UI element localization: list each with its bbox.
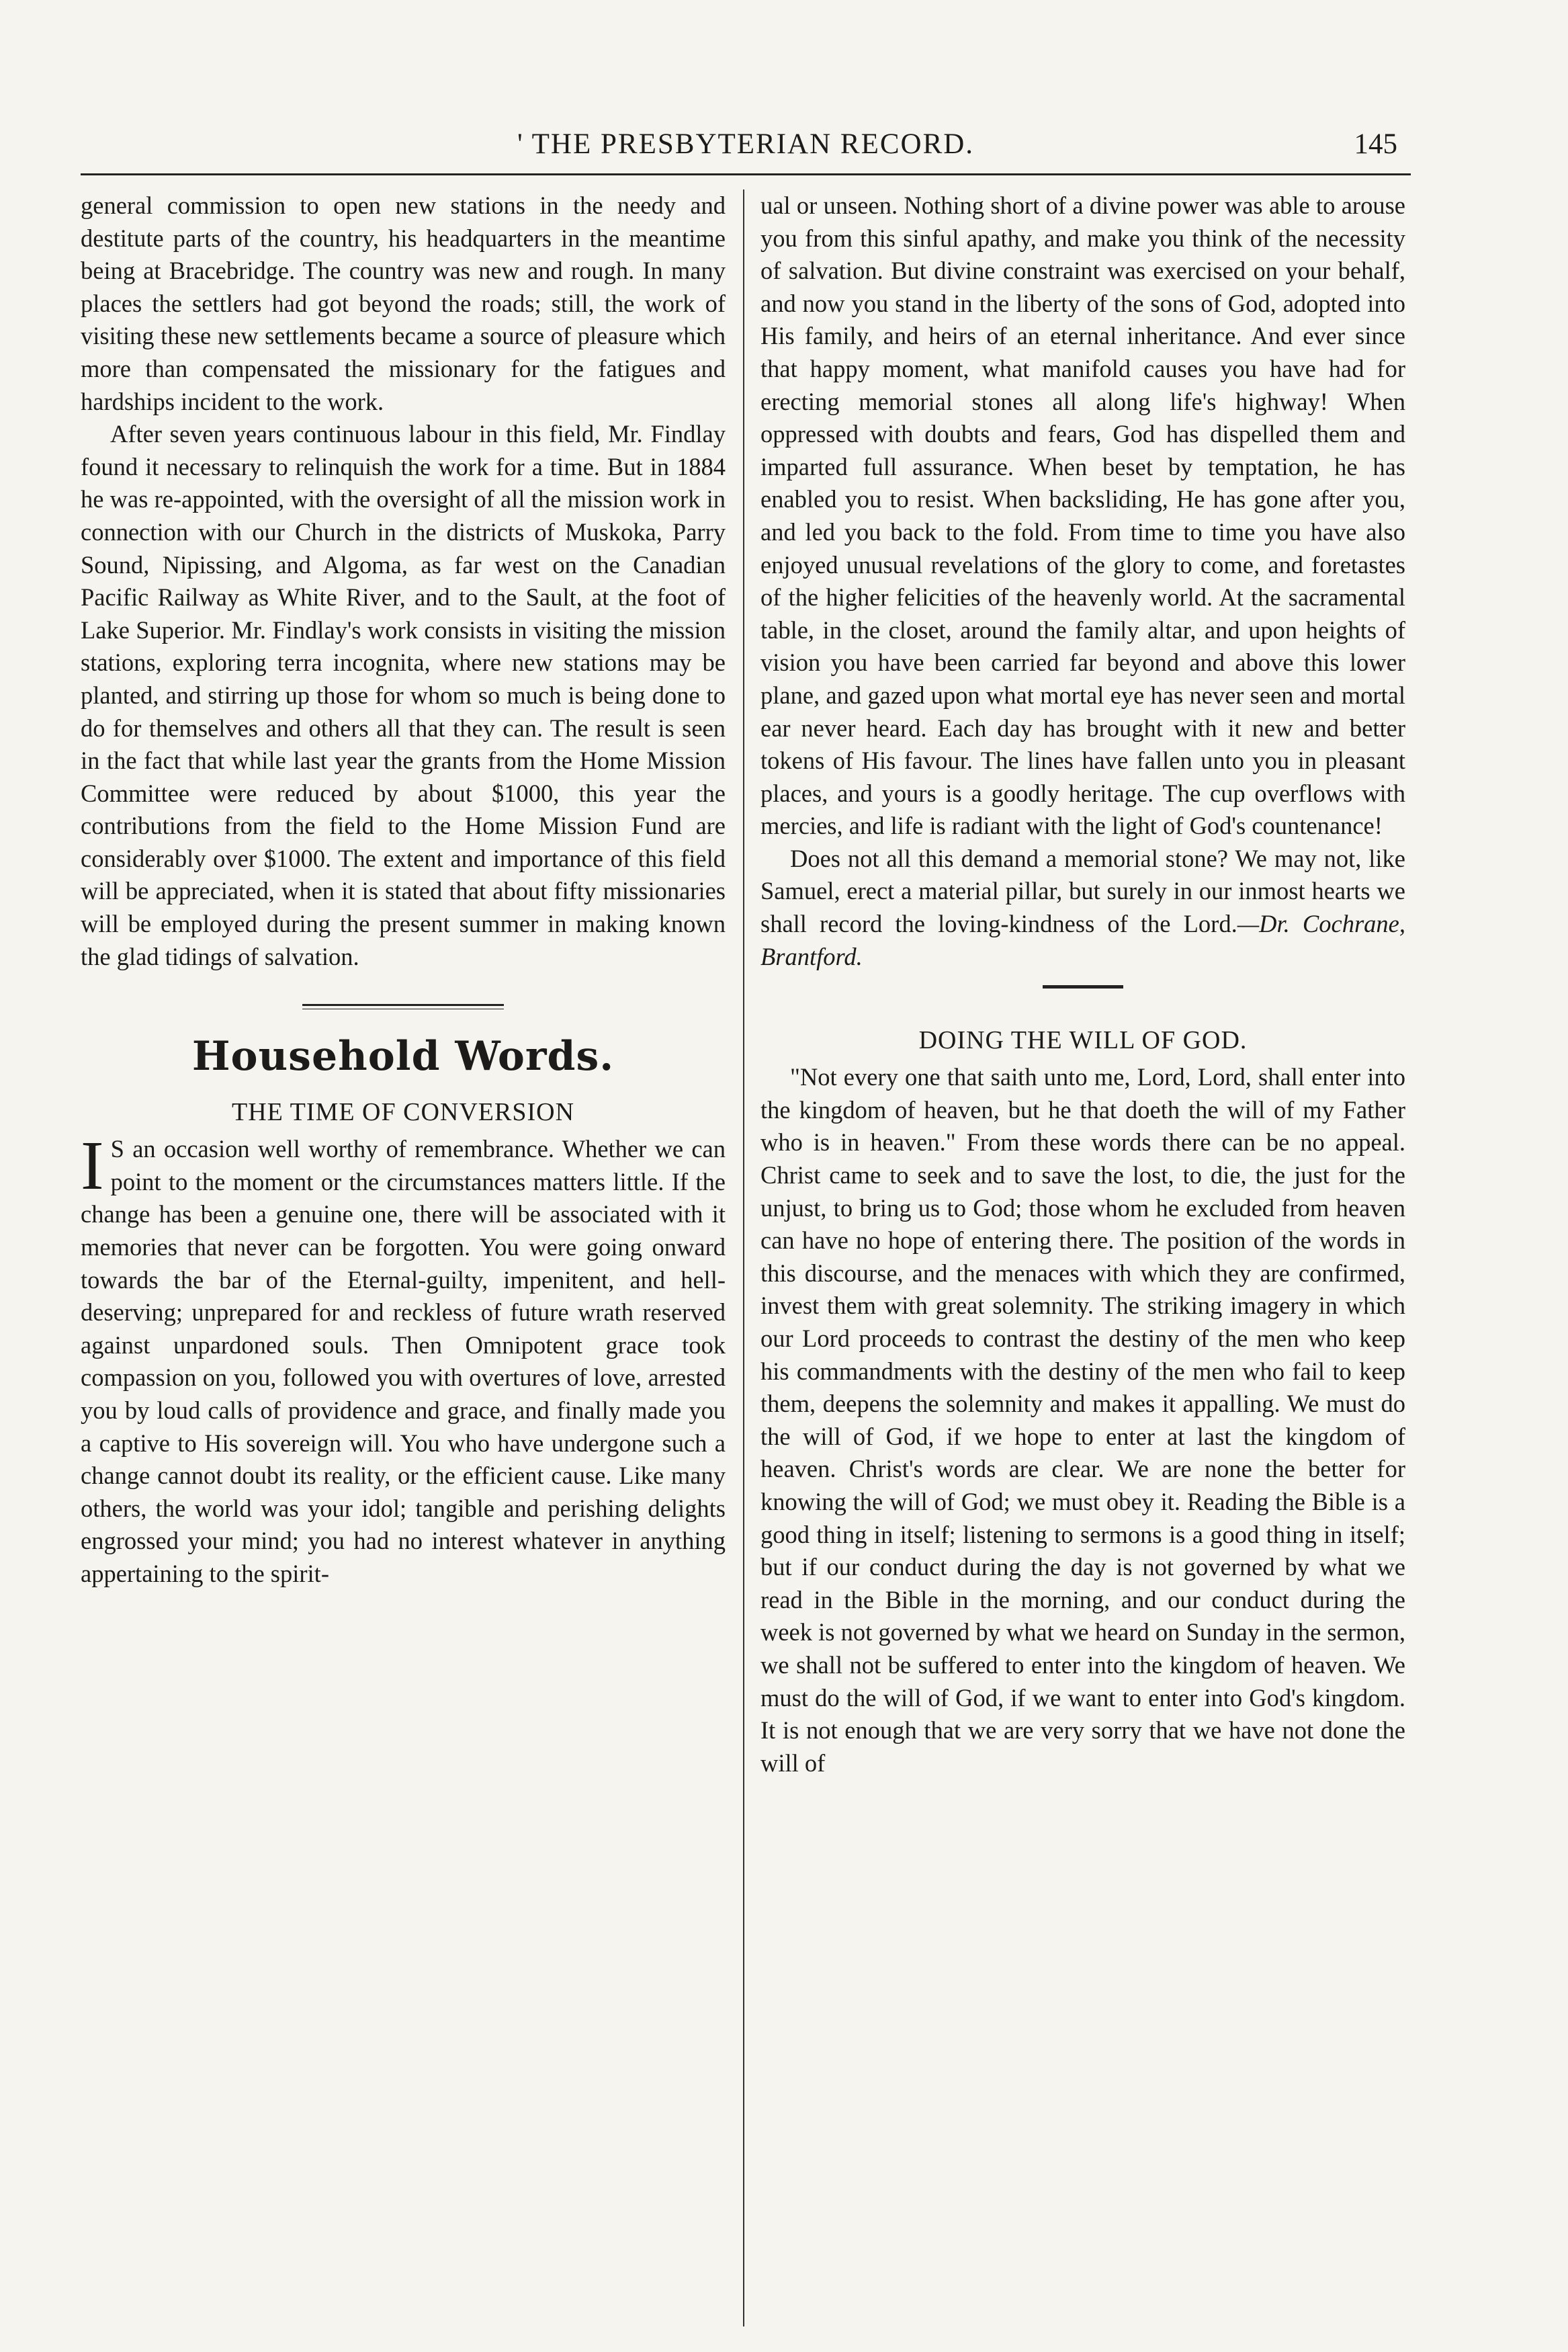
header-rule: [81, 173, 1411, 175]
right-paragraph-2: [760, 843, 1405, 973]
running-title: ' THE PRESBYTERIAN RECORD.: [517, 128, 975, 160]
left-column: [81, 190, 726, 1591]
left-paragraph-3: IS an occasion well worthy of remembrance. Whether we can point to the moment or the circumstances matters little. If the change has been a genuine one, there will be associated with it memories that never can be forgotten. You were going onward towards the bar of the Eternal-guilty, impenitent, and hell-deserving; unprepared for and reckless of future wrath reserved against unpardoned souls. Then Omnipotent grace took compassion on you, followed you with overtures of love, arrested you by loud calls of providence and grace, and finally made you a captive to His sovereign will. You who have undergone such a change cannot doubt its reality, or the efficient cause. Like many others, the world was your idol; tangible and perishing delights engrossed your mind; you had no interest whatever in anything appertaining to the spirit-: [81, 1127, 726, 1587]
text-columns: [81, 190, 1411, 2326]
document-page: [81, 128, 1411, 1777]
section-divider-rule: [302, 1004, 504, 1009]
section-heading: Household Words.: [191, 1033, 615, 1081]
article-title-time-of-conversion: THE TIME OF CONVERSION: [231, 1098, 575, 1127]
right-column: [760, 190, 1405, 1779]
column-divider: [743, 190, 744, 2326]
page-header: [81, 128, 1411, 176]
right-paragraph-2-text: Does not all this demand a memorial stone? We may not, like Samuel, erect a material pillar, but surely in our inmost hearts we shall record the loving-kindness of the Lord.: [760, 844, 1405, 938]
right-paragraph-1: ual or unseen. Nothing short of a divine power was able to arouse you from this sinful apathy, and make you think of the necessity of salvation. But divine constraint was exercised on your behalf, and now you stand in the liberty of the sons of God, adopted into His family, and heirs of an eternal inheritance. And ever since that happy moment, what manifold causes you have had for erecting memorial stones all along life's highway! When oppressed with doubts and fears, God has dispelled them and imparted full assurance. When beset by temptation, he has enabled you to resist. When backsliding, He has gone after you, and led you back to the fold. From time to time you have also enjoyed unusual revelations of the glory to come, and foretastes of the higher felicities of the heavenly world. At the sacramental table, in the closet, around the family altar, and upon heights of vision you have been carried far beyond and above this lower plane, and gazed upon what mortal eye has never seen and mortal ear never heard. Each day has brought with it new and better tokens of His favour. The lines have fallen unto you in pleasant places, and yours is a goodly heritage. The cup overflows with mercies, and life is radiant with the light of God's countenance!: [760, 192, 1405, 840]
signature: —Dr. Cochrane, Brantford.: [760, 910, 1405, 970]
right-paragraph-3: "Not every one that saith unto me, Lord, Lord, shall enter into the kingdom of heaven, but he that doeth the will of my Father who is in heaven." From these words there can be no appeal. Christ came to seek and to save the lost, to die, the just for the unjust, to bring us to God; those whom he excluded from heaven can have no hope of entering there. The position of the words in this discourse, and the menaces with which they are confirmed, invest them with great solemnity. The striking imagery in which our Lord proceeds to contrast the destiny of the men who keep his commandments with the destiny of the men who fail to keep them, deepens the solemnity and makes it appalling. We must do the will of God, if we hope to enter at last the kingdom of heaven. Christ's words are clear. We are none the better for knowing the will of God; we must obey it. Reading the Bible is a good thing in itself; listening to sermons is a good thing in itself; but if our conduct during the day is not governed by what we read in the Bible in the morning, and our conduct during the week is not governed by what we heard on Sunday in the sermon, we shall not be suffered to enter into the kingdom of heaven. We must do the will of God, if we want to enter into God's kingdom. It is not enough that we are very sorry that we have not done the will of: [760, 1063, 1405, 1777]
article-divider-rule: [1043, 985, 1123, 989]
page-number: 145: [1354, 128, 1397, 160]
left-paragraph-1: general commission to open new stations in the needy and destitute parts of the country, his headquarters in the meantime being at Bracebridge. The country was new and rough. In many places the settlers had got beyond the roads; still, the work of visiting these new settlements became a source of pleasure which more than compensated the missionary for the fatigues and hardships incident to the work.: [81, 192, 726, 415]
article-title-doing-the-will: DOING THE WILL OF GOD.: [918, 1026, 1248, 1055]
left-paragraph-2: After seven years continuous labour in this field, Mr. Findlay found it necessary to relinquish the work for a time. But in 1884 he was re-appointed, with the oversight of all the mission work in connection with our Church in the districts of Muskoka, Parry Sound, Nipissing, and Algoma, as far west on the Canadian Pacific Railway as White River, and to the Sault, at the foot of Lake Superior. Mr. Findlay's work consists in visiting the mission stations, exploring terra incognita, where new stations may be planted, and stirring up those for whom so much is being done to do for themselves and others all that they can. The result is seen in the fact that while last year the grants from the Home Mission Committee were reduced by about $1000, this year the contributions from the field to the Home Mission Fund are considerably over $1000. The extent and importance of this field will be appreciated, when it is stated that about fifty missionaries will be employed during the present summer in making known the glad tidings of salvation.: [81, 420, 726, 970]
